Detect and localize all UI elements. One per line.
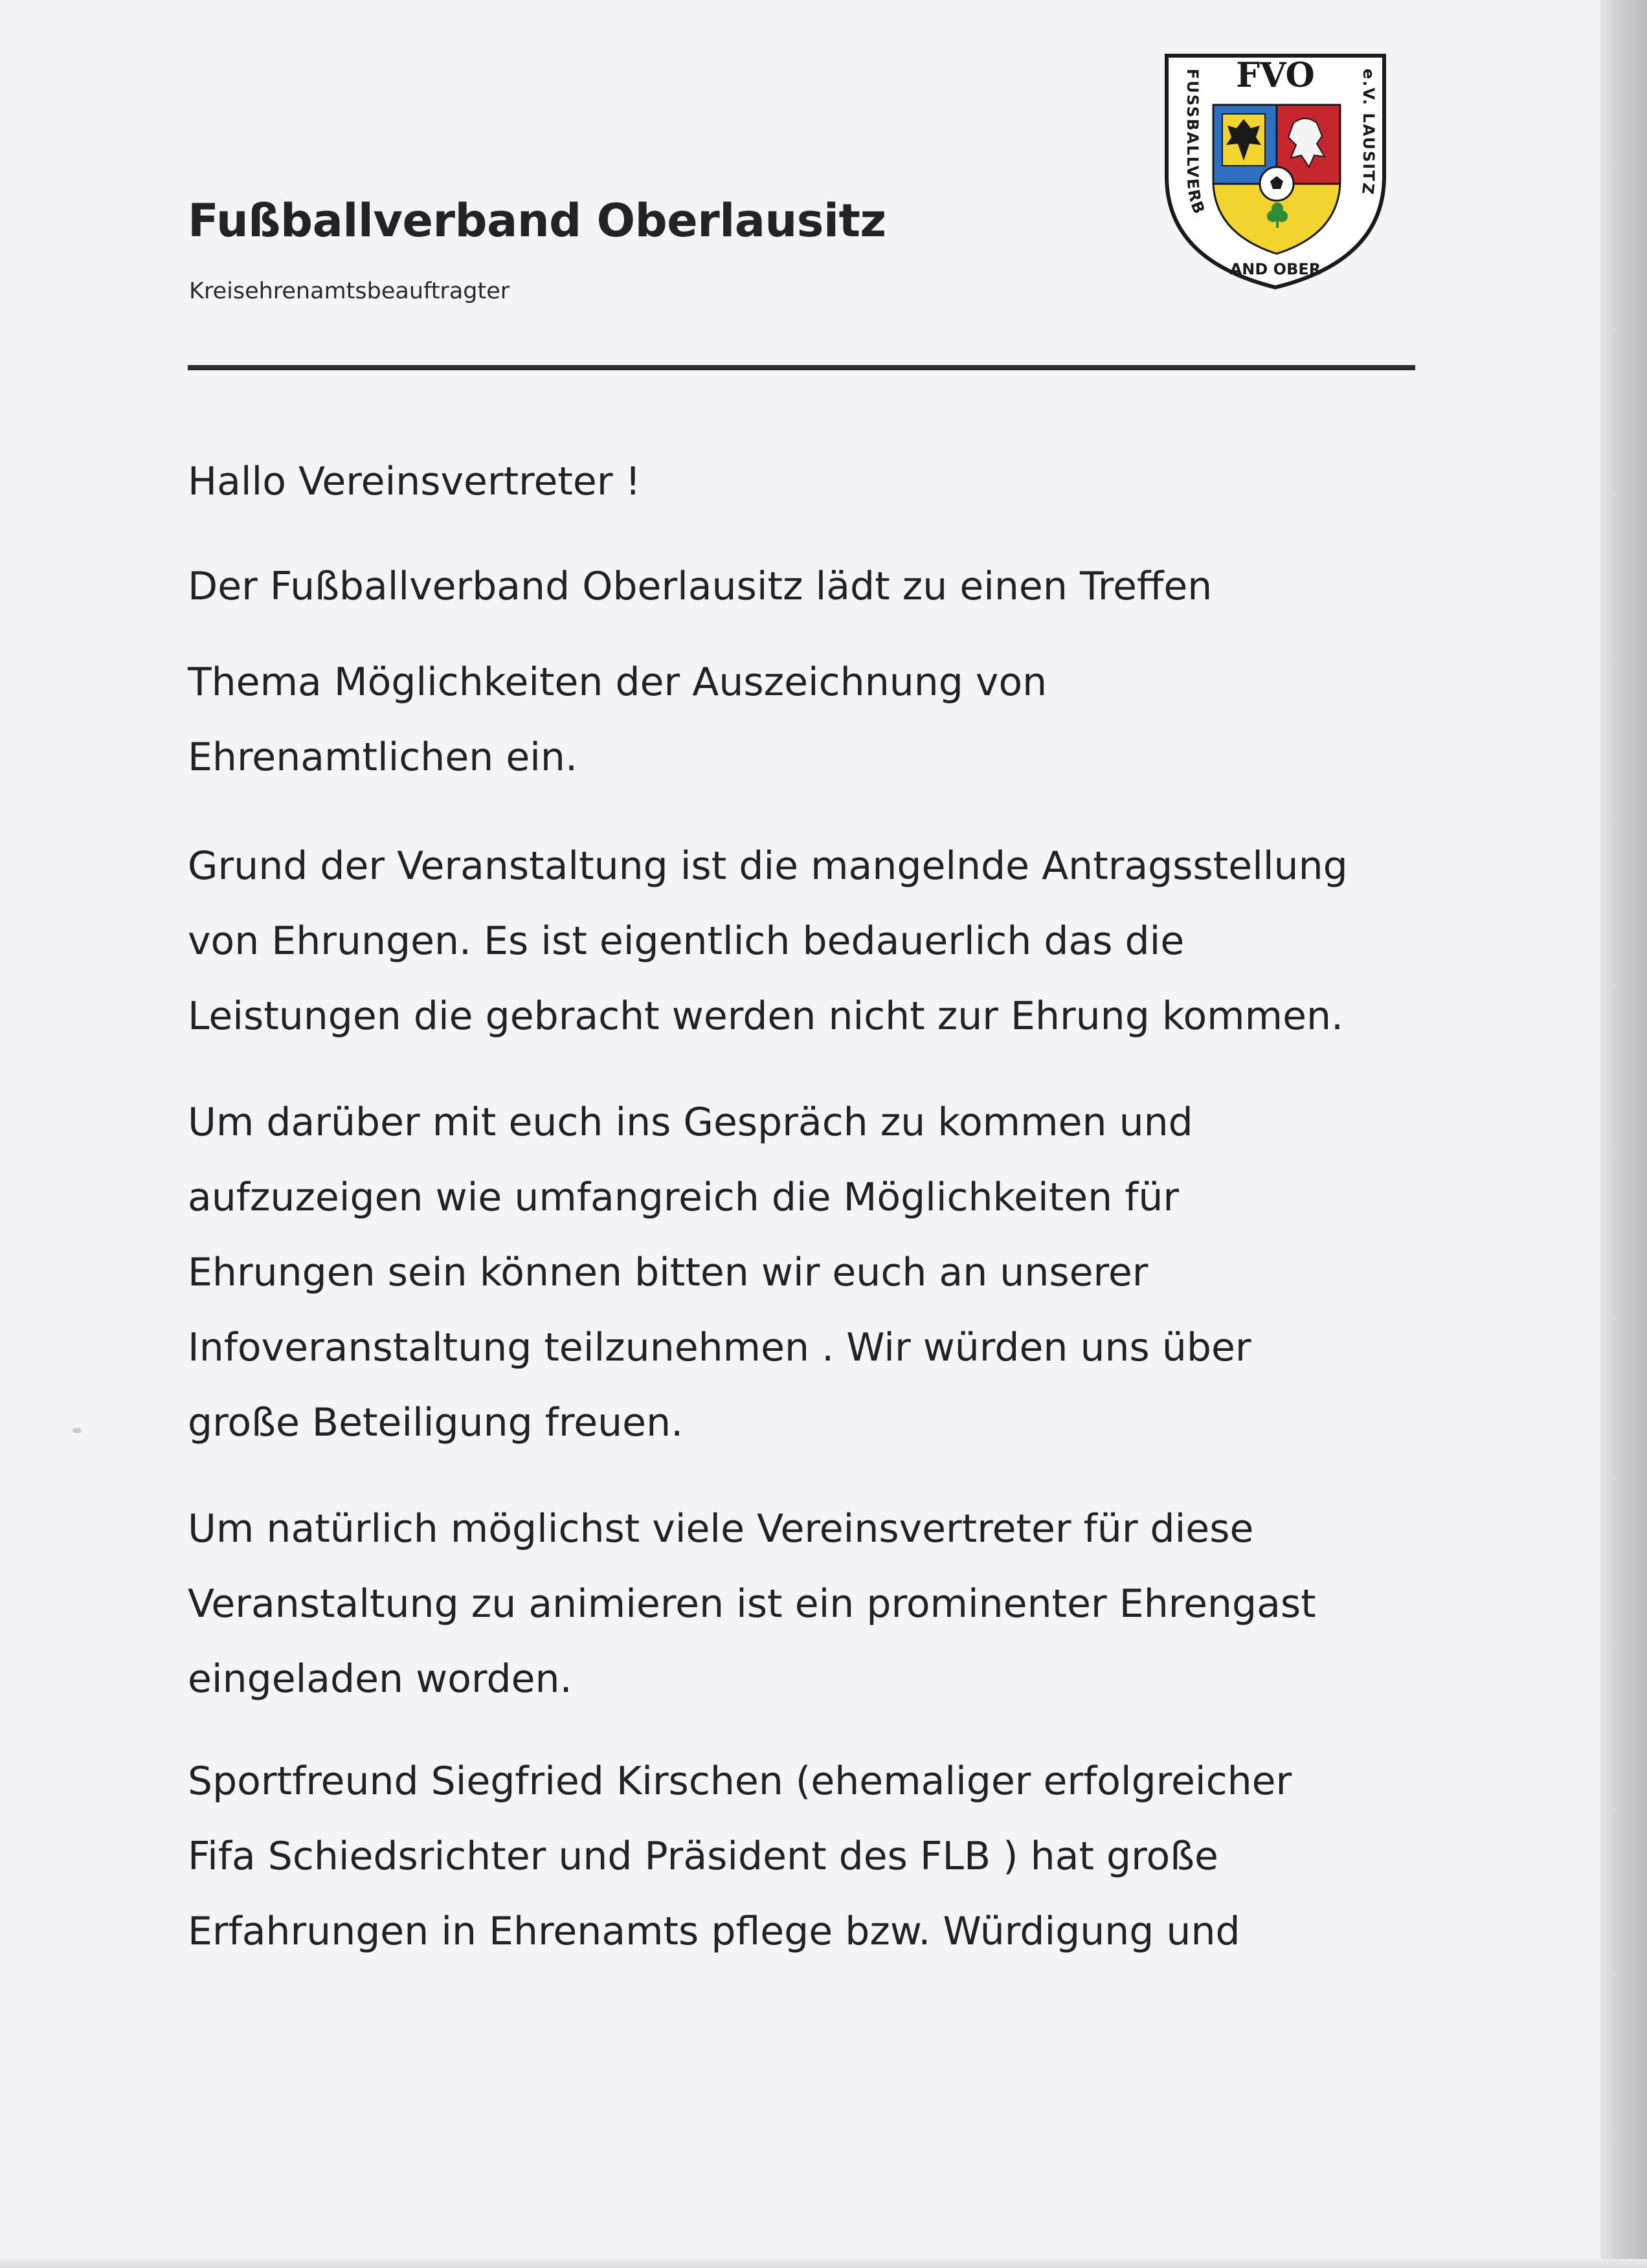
paragraph-topic (188, 645, 1567, 795)
svg-text:e.V. LAUSITZ: e.V. LAUSITZ (1358, 69, 1378, 197)
text-line: von Ehrungen. Es ist eigentlich bedauerlich das die (188, 918, 1185, 964)
svg-text:AND OBER: AND OBER (1229, 260, 1321, 278)
text-line: Um natürlich möglichst viele Vereinsvertreter für diese (188, 1506, 1254, 1551)
text-line: Um darüber mit euch ins Gespräch zu kommen und (188, 1100, 1193, 1145)
organization-subtitle: Kreisehrenamtsbeauftragter (189, 278, 510, 304)
text-line: Ehrenamtlichen ein. (188, 735, 578, 780)
text-line: Fifa Schiedsrichter und Präsident des FLB ) hat große (188, 1834, 1218, 1879)
text-line: Infoveranstaltung teilzunehmen . Wir würden uns über (188, 1325, 1251, 1370)
text-line: Veranstaltung zu animieren ist ein prominenter Ehrengast (188, 1581, 1316, 1627)
text-line: Erfahrungen in Ehrenamts pflege bzw. Würdigung und (188, 1909, 1240, 1954)
text-line: aufzuzeigen wie umfangreich die Möglichkeiten für (188, 1175, 1180, 1220)
text-line: Der Fußballverband Oberlausitz lädt zu einen Treffen (188, 564, 1213, 609)
scan-edge-bottom (0, 2259, 1647, 2268)
fvo-logo-emblem (1159, 47, 1392, 293)
scan-speck (73, 1428, 82, 1433)
text-line: Sportfreund Siegfried Kirschen (ehemaliger erfolgreicher (188, 1759, 1292, 1804)
svg-text:FVO: FVO (1236, 56, 1315, 95)
text-line: Thema Möglichkeiten der Auszeichnung von (188, 660, 1048, 705)
text-line: große Beteiligung freuen. (188, 1400, 684, 1445)
paragraph-guest (188, 1491, 1567, 1717)
greeting (188, 444, 1567, 519)
text-line: Grund der Veranstaltung ist die mangelnde Antragsstellung (188, 843, 1348, 889)
text-line: Hallo Vereinsvertreter ! (188, 459, 641, 504)
text-line: Leistungen die gebracht werden nicht zur Ehrung kommen. (188, 994, 1344, 1039)
paragraph-guest-details (188, 1744, 1567, 1969)
text-line: eingeladen worden. (188, 1656, 572, 1702)
paragraph-request (188, 1085, 1567, 1460)
organization-title: Fußballverband Oberlausitz (188, 194, 886, 247)
text-line: Ehrungen sein können bitten wir euch an unserer (188, 1250, 1148, 1295)
scan-edge-right (1600, 0, 1647, 2268)
paragraph-reason (188, 828, 1567, 1054)
header-divider (188, 365, 1415, 370)
paragraph-invitation (188, 549, 1567, 624)
svg-text:FUSSBALLVERB: FUSSBALLVERB (1183, 69, 1209, 217)
